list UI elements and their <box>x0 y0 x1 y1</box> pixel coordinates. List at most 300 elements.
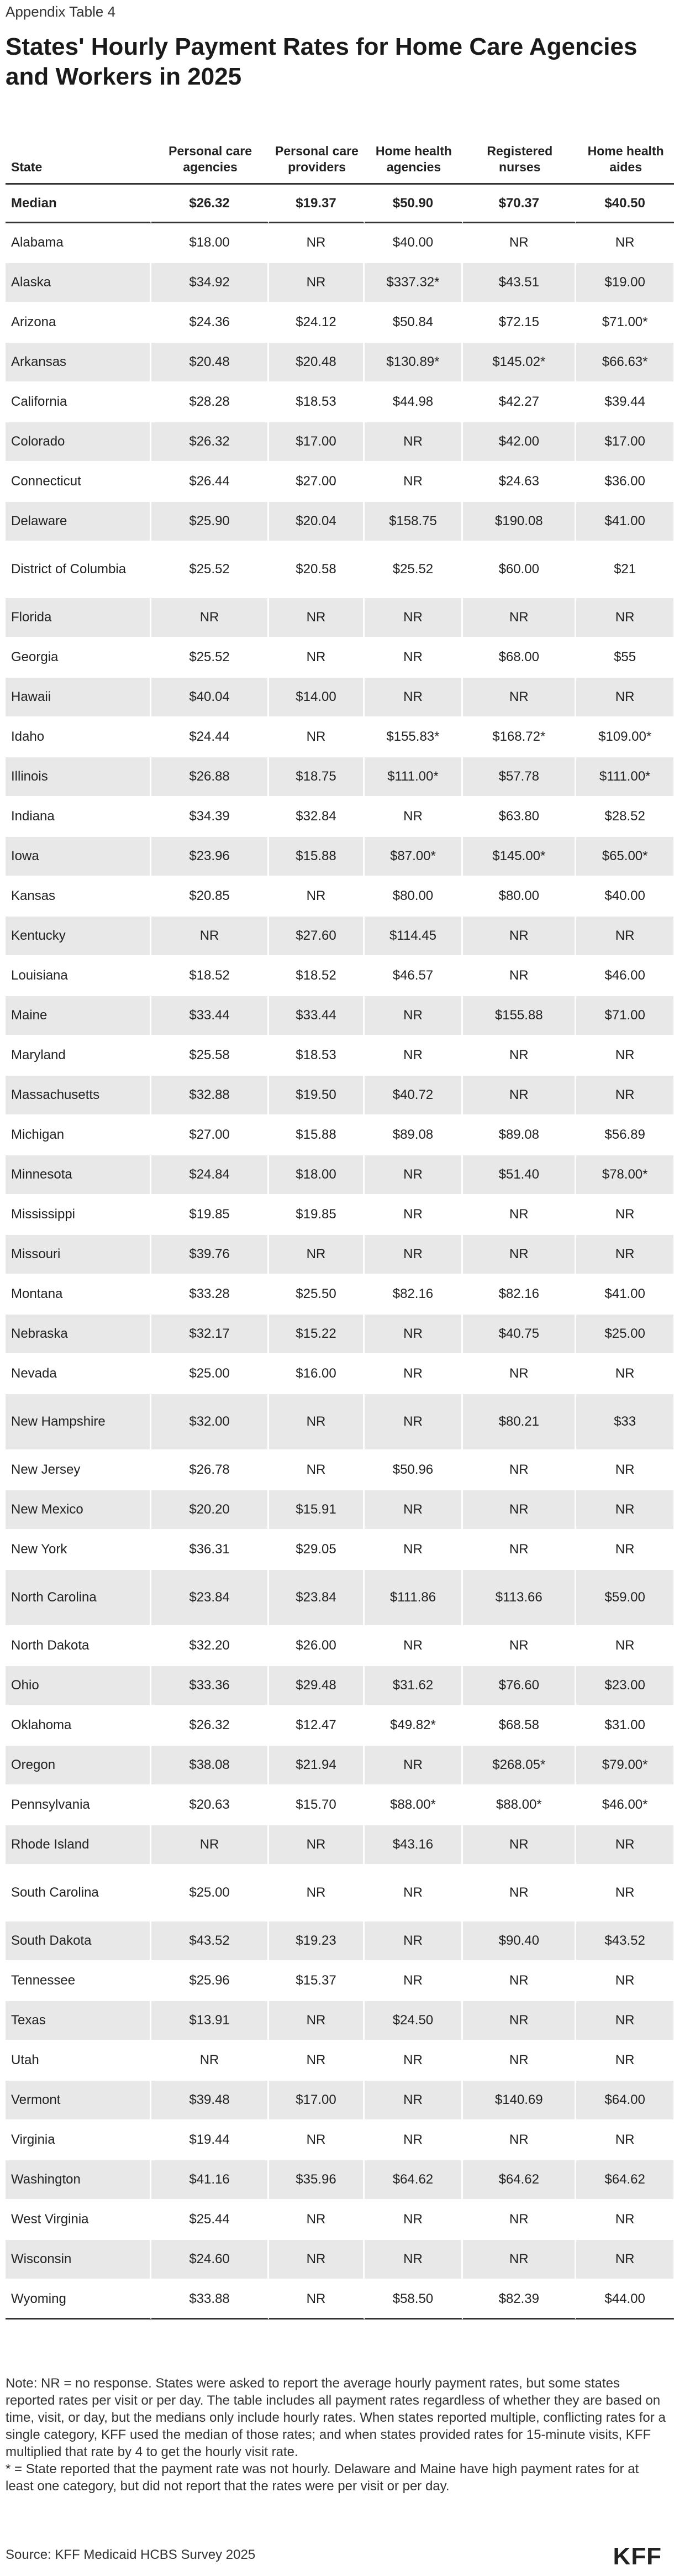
rate-cell: NR <box>365 678 464 718</box>
rate-cell: NR <box>576 2041 674 2081</box>
rate-cell: $28.28 <box>151 383 270 422</box>
rate-cell: $15.22 <box>269 1315 364 1354</box>
state-cell: New York <box>6 1530 151 1570</box>
state-cell: Indiana <box>6 797 151 837</box>
table-row <box>6 1706 674 1746</box>
state-cell: Kentucky <box>6 917 151 956</box>
rate-cell: $36.00 <box>576 462 674 502</box>
rate-cell: $20.48 <box>269 343 364 383</box>
rate-cell: $64.62 <box>576 2160 674 2200</box>
rate-cell: NR <box>269 638 364 678</box>
rate-cell: NR <box>365 1036 464 1076</box>
state-cell: District of Columbia <box>6 542 151 598</box>
rate-cell: NR <box>365 1315 464 1354</box>
state-cell: Louisiana <box>6 956 151 996</box>
rate-cell: NR <box>365 797 464 837</box>
rate-cell: $24.63 <box>463 462 576 502</box>
rate-cell: $57.78 <box>463 757 576 797</box>
rate-cell: $33.28 <box>151 1275 270 1315</box>
state-cell: Idaho <box>6 718 151 757</box>
rate-cell: $39.44 <box>576 383 674 422</box>
rate-cell: NR <box>365 1490 464 1530</box>
state-cell: Washington <box>6 2160 151 2200</box>
state-cell: Utah <box>6 2041 151 2081</box>
rate-cell: NR <box>365 1155 464 1195</box>
rate-cell: $25.96 <box>151 1961 270 2001</box>
rate-cell: NR <box>269 598 364 638</box>
table-row <box>6 2041 674 2081</box>
rate-cell: $140.69 <box>463 2081 576 2121</box>
rate-cell: $25.00 <box>576 1315 674 1354</box>
rate-cell: $43.51 <box>463 263 576 303</box>
state-cell: Connecticut <box>6 462 151 502</box>
state-cell: Texas <box>6 2001 151 2041</box>
rate-cell: $25.52 <box>151 638 270 678</box>
table-row <box>6 1746 674 1786</box>
rate-cell: $25.00 <box>151 1354 270 1394</box>
source-text: Source: KFF Medicaid HCBS Survey 2025 <box>6 2547 256 2562</box>
state-cell: Florida <box>6 598 151 638</box>
rate-cell: $26.32 <box>151 185 270 223</box>
state-cell: South Carolina <box>6 1865 151 1921</box>
table-row <box>6 1036 674 1076</box>
rate-cell: $190.08 <box>463 502 576 542</box>
rate-cell: $111.00* <box>576 757 674 797</box>
rate-cell: $27.00 <box>269 462 364 502</box>
rate-cell: $20.04 <box>269 502 364 542</box>
rate-cell: $66.63* <box>576 343 674 383</box>
rate-cell: $41.00 <box>576 1275 674 1315</box>
asterisk-note: * = State reported that the payment rate was not hourly. Delaware and Maine have high payment rates for at least one category, but did not report that the rates were per visit or per day. <box>6 2462 639 2494</box>
rate-cell: $145.00* <box>463 837 576 877</box>
rate-cell: $19.85 <box>151 1195 270 1235</box>
state-cell: Virginia <box>6 2121 151 2160</box>
rate-cell: $90.40 <box>463 1921 576 1961</box>
rate-cell: $23.00 <box>576 1666 674 1706</box>
rate-cell: $71.00 <box>576 996 674 1036</box>
rate-cell: $18.53 <box>269 383 364 422</box>
rate-cell: $58.50 <box>365 2280 464 2320</box>
rate-cell: NR <box>365 2240 464 2280</box>
rate-cell: $50.84 <box>365 303 464 343</box>
table-row <box>6 2001 674 2041</box>
rate-cell: $31.00 <box>576 1706 674 1746</box>
table-row <box>6 1195 674 1235</box>
rate-cell: NR <box>269 2240 364 2280</box>
rate-cell: $24.60 <box>151 2240 270 2280</box>
rate-cell: $16.00 <box>269 1354 364 1394</box>
rate-cell: $42.00 <box>463 422 576 462</box>
rate-cell: $46.00 <box>576 956 674 996</box>
state-cell: Nevada <box>6 1354 151 1394</box>
rate-cell: NR <box>269 718 364 757</box>
rate-cell: $113.66 <box>463 1570 576 1626</box>
table-row <box>6 1666 674 1706</box>
rate-cell: $64.62 <box>365 2160 464 2200</box>
rate-cell: $46.00* <box>576 1786 674 1825</box>
state-cell: Rhode Island <box>6 1825 151 1865</box>
rate-cell: $31.62 <box>365 1666 464 1706</box>
column-header-personal-care-providers: Personal care providers <box>269 116 364 185</box>
rate-cell: $59.00 <box>576 1570 674 1626</box>
rate-cell: NR <box>576 1076 674 1116</box>
rate-cell: $109.00* <box>576 718 674 757</box>
rate-cell: NR <box>463 917 576 956</box>
table-row <box>6 223 674 263</box>
rate-cell: $49.82* <box>365 1706 464 1746</box>
table-row <box>6 678 674 718</box>
table-row <box>6 1570 674 1626</box>
rate-cell: $28.52 <box>576 797 674 837</box>
rate-cell: $87.00* <box>365 837 464 877</box>
state-cell: Georgia <box>6 638 151 678</box>
rate-cell: $40.50 <box>576 185 674 223</box>
table-row <box>6 1315 674 1354</box>
rate-cell: $32.00 <box>151 1394 270 1451</box>
state-cell: Arkansas <box>6 343 151 383</box>
rate-cell: $82.39 <box>463 2280 576 2320</box>
state-cell: Mississippi <box>6 1195 151 1235</box>
state-cell: Alaska <box>6 263 151 303</box>
rate-cell: NR <box>269 1825 364 1865</box>
rate-cell: NR <box>576 1530 674 1570</box>
rate-cell: $19.23 <box>269 1921 364 1961</box>
rate-cell: $78.00* <box>576 1155 674 1195</box>
table-row <box>6 1921 674 1961</box>
column-header-home-health-agencies: Home health agencies <box>365 116 464 185</box>
rate-cell: $337.32* <box>365 263 464 303</box>
rate-cell: $43.52 <box>576 1921 674 1961</box>
state-cell: North Carolina <box>6 1570 151 1626</box>
rate-cell: $46.57 <box>365 956 464 996</box>
rate-cell: NR <box>576 1626 674 1666</box>
column-header-state: State <box>6 116 151 185</box>
rate-cell: NR <box>269 2200 364 2240</box>
rate-cell: $80.21 <box>463 1394 576 1451</box>
table-row <box>6 917 674 956</box>
notes <box>6 2375 668 2495</box>
rate-cell: $88.00* <box>463 1786 576 1825</box>
state-cell: Maine <box>6 996 151 1036</box>
rate-cell: $17.00 <box>269 2081 364 2121</box>
table-row <box>6 1116 674 1155</box>
rate-cell: $12.47 <box>269 1706 364 1746</box>
state-cell: Delaware <box>6 502 151 542</box>
rate-cell: NR <box>576 1825 674 1865</box>
rate-cell: NR <box>151 598 270 638</box>
rate-cell: $24.44 <box>151 718 270 757</box>
rate-cell: $25.58 <box>151 1036 270 1076</box>
state-cell: Median <box>6 185 151 223</box>
rate-cell: NR <box>463 678 576 718</box>
rate-cell: $70.37 <box>463 185 576 223</box>
rate-cell: $24.84 <box>151 1155 270 1195</box>
table-body <box>6 185 674 2320</box>
rate-cell: $18.75 <box>269 757 364 797</box>
table-row <box>6 383 674 422</box>
rate-cell: NR <box>463 1530 576 1570</box>
state-cell: Minnesota <box>6 1155 151 1195</box>
rate-cell: $14.00 <box>269 678 364 718</box>
rate-cell: $24.50 <box>365 2001 464 2041</box>
rate-cell: NR <box>463 598 576 638</box>
rate-cell: $111.00* <box>365 757 464 797</box>
rate-cell: $40.00 <box>365 223 464 263</box>
rate-cell: $25.90 <box>151 502 270 542</box>
table-row <box>6 1451 674 1490</box>
rate-cell: NR <box>463 2001 576 2041</box>
rate-cell: $33.88 <box>151 2280 270 2320</box>
table-row <box>6 542 674 598</box>
table-row <box>6 1155 674 1195</box>
rate-cell: $40.00 <box>576 877 674 917</box>
table-header-row <box>6 116 674 185</box>
rate-cell: $44.98 <box>365 383 464 422</box>
table-row <box>6 422 674 462</box>
rate-cell: $32.88 <box>151 1076 270 1116</box>
note-text: Note: NR = no response. States were asked to report the average hourly payment rates, but some states reported rates per visit or per day. The table includes all payment rates regardless of whether they are based on time, visit, or day, but the medians only include hourly rates. When states reported multiple, conflicting rates for a single category, KFF used the median of those rates; and when states provided rates for 15-minute visits, KFF multiplied that rate by 4 to get the hourly visit rate. <box>6 2376 666 2459</box>
table-row <box>6 1961 674 2001</box>
rate-cell: $82.16 <box>463 1275 576 1315</box>
payment-rates-table <box>6 116 674 2320</box>
rate-cell: NR <box>576 223 674 263</box>
rate-cell: $19.85 <box>269 1195 364 1235</box>
state-cell: Nebraska <box>6 1315 151 1354</box>
rate-cell: NR <box>463 1865 576 1921</box>
rate-cell: $114.45 <box>365 917 464 956</box>
rate-cell: $18.52 <box>269 956 364 996</box>
rate-cell: NR <box>576 1961 674 2001</box>
rate-cell: $20.20 <box>151 1490 270 1530</box>
rate-cell: $39.48 <box>151 2081 270 2121</box>
table-row <box>6 1626 674 1666</box>
rate-cell: $18.00 <box>151 223 270 263</box>
rate-cell: $25.00 <box>151 1865 270 1921</box>
rate-cell: NR <box>365 422 464 462</box>
rate-cell: NR <box>576 1451 674 1490</box>
rate-cell: NR <box>269 2041 364 2081</box>
rate-cell: NR <box>269 223 364 263</box>
rate-cell: NR <box>463 1076 576 1116</box>
rate-cell: $17.00 <box>269 422 364 462</box>
rate-cell: $33 <box>576 1394 674 1451</box>
rate-cell: NR <box>576 1195 674 1235</box>
state-cell: California <box>6 383 151 422</box>
rate-cell: NR <box>269 2280 364 2320</box>
state-cell: Kansas <box>6 877 151 917</box>
rate-cell: NR <box>151 2041 270 2081</box>
rate-cell: $88.00* <box>365 1786 464 1825</box>
rate-cell: NR <box>365 2121 464 2160</box>
rate-cell: NR <box>576 2001 674 2041</box>
rate-cell: $26.00 <box>269 1626 364 1666</box>
rate-cell: $26.32 <box>151 422 270 462</box>
rate-cell: $24.36 <box>151 303 270 343</box>
rate-cell: $15.91 <box>269 1490 364 1530</box>
rate-cell: NR <box>151 1825 270 1865</box>
table-row <box>6 1825 674 1865</box>
rate-cell: $17.00 <box>576 422 674 462</box>
rate-cell: $25.50 <box>269 1275 364 1315</box>
rate-cell: $71.00* <box>576 303 674 343</box>
rate-cell: $20.63 <box>151 1786 270 1825</box>
table-row <box>6 956 674 996</box>
state-cell: New Mexico <box>6 1490 151 1530</box>
rate-cell: NR <box>269 2121 364 2160</box>
rate-cell: NR <box>269 263 364 303</box>
rate-cell: NR <box>365 1195 464 1235</box>
rate-cell: $32.84 <box>269 797 364 837</box>
state-cell: New Jersey <box>6 1451 151 1490</box>
rate-cell: NR <box>365 1961 464 2001</box>
rate-cell: NR <box>463 2240 576 2280</box>
state-cell: North Dakota <box>6 1626 151 1666</box>
rate-cell: $168.72* <box>463 718 576 757</box>
state-cell: Illinois <box>6 757 151 797</box>
table-row <box>6 1865 674 1921</box>
table-row <box>6 837 674 877</box>
rate-cell: NR <box>365 1394 464 1451</box>
rate-cell: NR <box>269 877 364 917</box>
rate-cell: $35.96 <box>269 2160 364 2200</box>
rate-cell: $33.44 <box>151 996 270 1036</box>
rate-cell: NR <box>463 1961 576 2001</box>
state-cell: Oklahoma <box>6 1706 151 1746</box>
rate-cell: NR <box>576 2200 674 2240</box>
rate-cell: NR <box>463 1354 576 1394</box>
rate-cell: $18.52 <box>151 956 270 996</box>
rate-cell: $27.60 <box>269 917 364 956</box>
table-row <box>6 2160 674 2200</box>
rate-cell: NR <box>365 1921 464 1961</box>
median-row <box>6 185 674 223</box>
state-cell: Arizona <box>6 303 151 343</box>
rate-cell: NR <box>576 1354 674 1394</box>
rate-cell: $51.40 <box>463 1155 576 1195</box>
rate-cell: $64.00 <box>576 2081 674 2121</box>
rate-cell: NR <box>463 1825 576 1865</box>
state-cell: Vermont <box>6 2081 151 2121</box>
rate-cell: NR <box>576 917 674 956</box>
rate-cell: $20.85 <box>151 877 270 917</box>
rate-cell: $13.91 <box>151 2001 270 2041</box>
rate-cell: $40.75 <box>463 1315 576 1354</box>
rate-cell: NR <box>576 1865 674 1921</box>
rate-cell: $26.44 <box>151 462 270 502</box>
rate-cell: $50.96 <box>365 1451 464 1490</box>
table-row <box>6 1354 674 1394</box>
rate-cell: NR <box>151 917 270 956</box>
table-row <box>6 1394 674 1451</box>
rate-cell: $56.89 <box>576 1116 674 1155</box>
rate-cell: $158.75 <box>365 502 464 542</box>
state-cell: Ohio <box>6 1666 151 1706</box>
rate-cell: NR <box>463 1036 576 1076</box>
rate-cell: NR <box>269 2001 364 2041</box>
rate-cell: $72.15 <box>463 303 576 343</box>
rate-cell: $32.20 <box>151 1626 270 1666</box>
rate-cell: $15.88 <box>269 837 364 877</box>
table-row <box>6 996 674 1036</box>
rate-cell: $15.88 <box>269 1116 364 1155</box>
table-row <box>6 2121 674 2160</box>
rate-cell: NR <box>576 1036 674 1076</box>
rate-cell: $155.88 <box>463 996 576 1036</box>
rate-cell: $44.00 <box>576 2280 674 2320</box>
table-row <box>6 2081 674 2121</box>
rate-cell: $23.84 <box>269 1570 364 1626</box>
table-row <box>6 1530 674 1570</box>
table-row <box>6 1076 674 1116</box>
rate-cell: $64.62 <box>463 2160 576 2200</box>
rate-cell: $23.96 <box>151 837 270 877</box>
rate-cell: $25.44 <box>151 2200 270 2240</box>
table-row <box>6 1490 674 1530</box>
table-row <box>6 2280 674 2320</box>
rate-cell: NR <box>365 1235 464 1275</box>
table-row <box>6 598 674 638</box>
rate-cell: $33.36 <box>151 1666 270 1706</box>
state-cell: New Hampshire <box>6 1394 151 1451</box>
rate-cell: NR <box>269 1235 364 1275</box>
rate-cell: $40.72 <box>365 1076 464 1116</box>
rate-cell: $60.00 <box>463 542 576 598</box>
rate-cell: NR <box>463 1626 576 1666</box>
rate-cell: NR <box>365 2041 464 2081</box>
rate-cell: $80.00 <box>365 877 464 917</box>
state-cell: Alabama <box>6 223 151 263</box>
rate-cell: $21.94 <box>269 1746 364 1786</box>
rate-cell: $65.00* <box>576 837 674 877</box>
table-row <box>6 1235 674 1275</box>
rate-cell: NR <box>365 598 464 638</box>
rate-cell: NR <box>463 1195 576 1235</box>
rate-cell: $89.08 <box>463 1116 576 1155</box>
rate-cell: $18.53 <box>269 1036 364 1076</box>
rate-cell: $19.00 <box>576 263 674 303</box>
rate-cell: $63.80 <box>463 797 576 837</box>
rate-cell: NR <box>365 1865 464 1921</box>
rate-cell: NR <box>576 1490 674 1530</box>
rate-cell: NR <box>365 1530 464 1570</box>
state-cell: Hawaii <box>6 678 151 718</box>
table-row <box>6 462 674 502</box>
rate-cell: NR <box>365 638 464 678</box>
rate-cell: $79.00* <box>576 1746 674 1786</box>
kff-logo: KFF <box>613 2543 662 2570</box>
appendix-label: Appendix Table 4 <box>6 3 116 20</box>
rate-cell: NR <box>576 598 674 638</box>
rate-cell: NR <box>576 1235 674 1275</box>
rate-cell: NR <box>365 2081 464 2121</box>
rate-cell: NR <box>576 678 674 718</box>
state-cell: Oregon <box>6 1746 151 1786</box>
table-row <box>6 303 674 343</box>
rate-cell: NR <box>463 2200 576 2240</box>
rate-cell: NR <box>269 1865 364 1921</box>
rate-cell: $20.48 <box>151 343 270 383</box>
rate-cell: $80.00 <box>463 877 576 917</box>
rate-cell: $26.78 <box>151 1451 270 1490</box>
rate-cell: $50.90 <box>365 185 464 223</box>
rate-cell: $27.00 <box>151 1116 270 1155</box>
table-row <box>6 757 674 797</box>
column-header-registered-nurses: Registered nurses <box>463 116 576 185</box>
rate-cell: NR <box>365 1354 464 1394</box>
rate-cell: $41.16 <box>151 2160 270 2200</box>
table-row <box>6 718 674 757</box>
rate-cell: NR <box>365 1746 464 1786</box>
